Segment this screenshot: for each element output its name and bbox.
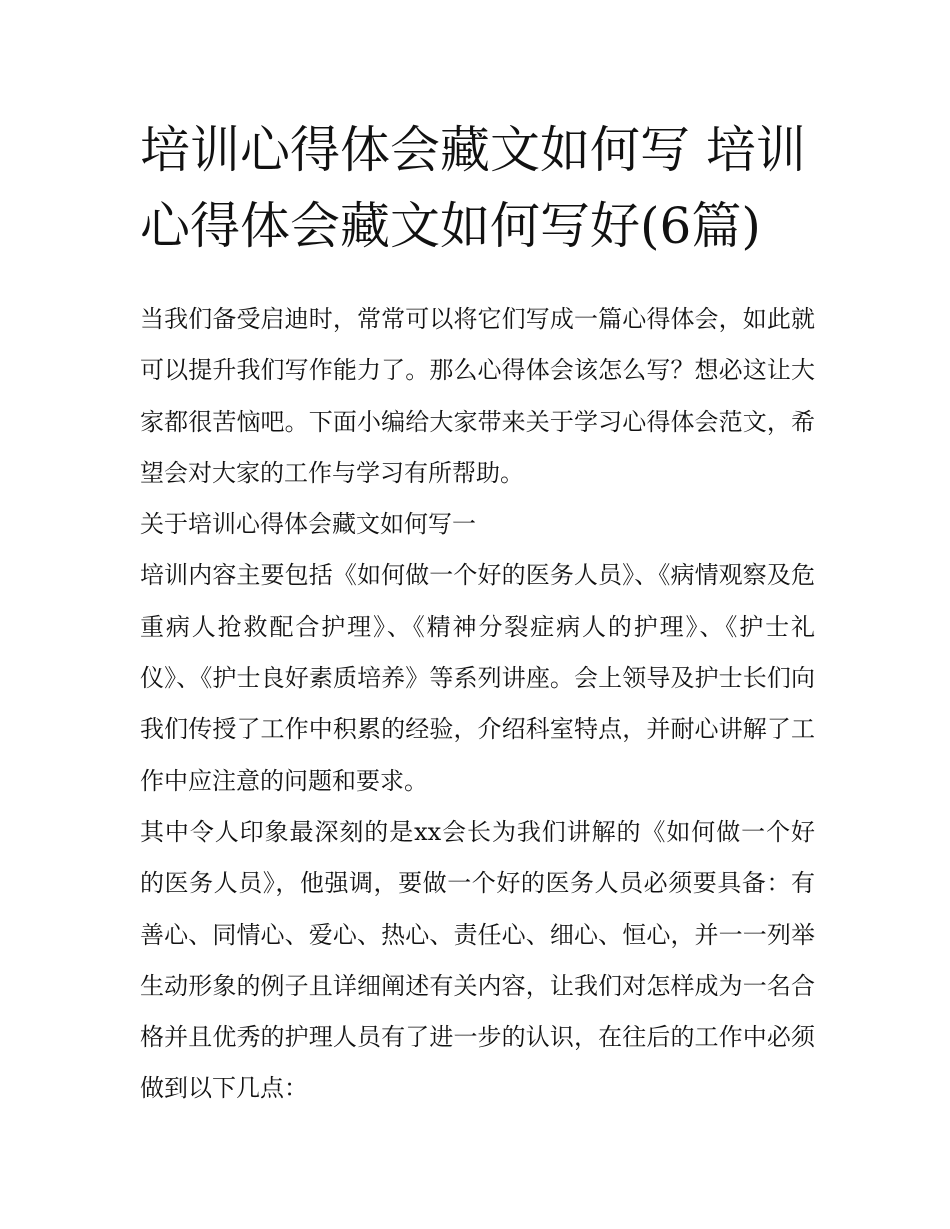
section-heading: 关于培训心得体会藏文如何写一 bbox=[140, 510, 476, 539]
document-page bbox=[140, 112, 815, 1115]
document-title: 培训心得体会藏文如何写 培训心得体会藏文如何写好(6篇) bbox=[140, 121, 806, 255]
body-paragraph: 其中令人印象最深刻的是xx会长为我们讲解的《如何做一个好的医务人员》，他强调，要做一个好的医务人员必须要具备：有善心、同情心、爱心、热心、责任心、细心、恒心，并一一列举生动形象的例子且详细阐述有关内容，让我们对怎样成为一名合格并且优秀的护理人员有了进一步的认识，在往后的工作中必须做到以下几点： bbox=[140, 817, 815, 1103]
document-body bbox=[140, 294, 815, 1115]
body-paragraph: 培训内容主要包括《如何做一个好的医务人员》、《病情观察及危重病人抢救配合护理》、《精神分裂症病人的护理》、《护士礼仪》、《护士良好素质培养》等系列讲座。会上领导及护士长们向我们传授了工作中积累的经验，介绍科室特点，并耐心讲解了工作中应注意的问题和要求。 bbox=[140, 561, 815, 795]
intro-paragraph: 当我们备受启迪时，常常可以将它们写成一篇心得体会，如此就可以提升我们写作能力了。那么心得体会该怎么写？想必这让大家都很苦恼吧。下面小编给大家带来关于学习心得体会范文，希望会对大家的工作与学习有所帮助。 bbox=[140, 305, 815, 487]
